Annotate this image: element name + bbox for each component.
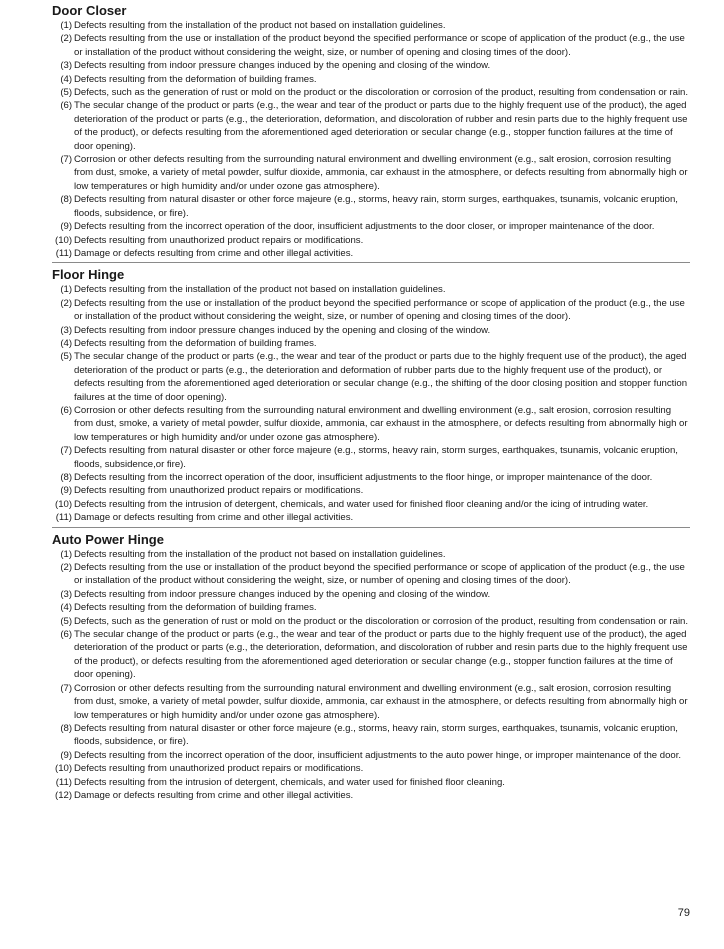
item-number: (7) xyxy=(60,154,72,166)
item-text: Defects resulting from natural disaster or other force majeure (e.g., storms, heavy rain, storm surges, earthquakes, tsunamis, volcanic eruption, floods, subsidence,or fire). xyxy=(74,445,678,470)
list-item xyxy=(52,601,690,614)
item-number: (1) xyxy=(60,20,72,31)
item-text: Defects resulting from the deformation of building frames. xyxy=(74,73,317,85)
list-item xyxy=(52,615,690,628)
list-item xyxy=(52,444,690,471)
list-item xyxy=(52,324,690,337)
item-text: Defects resulting from the incorrect operation of the door, insufficient adjustments to the door closer, or improper maintenance of the door. xyxy=(74,221,655,233)
item-text: Corrosion or other defects resulting from the surrounding natural environment and dwelling environment (e.g., salt erosion, corrosion resulting from dust, smoke, a variety of metal powder, sulfur dioxide, ammonia, car exhaust in the atmosphere, or defects resulting from abnormally high or low temperatures or high humidity and/or under ozone gas atmosphere). xyxy=(74,682,688,721)
item-text: Defects resulting from unauthorized product repairs or modifications. xyxy=(74,763,364,775)
item-number: (4) xyxy=(60,73,72,85)
item-number: (8) xyxy=(60,194,72,206)
section-title: Door Closer xyxy=(52,3,127,18)
list-item xyxy=(52,548,690,561)
item-number: (7) xyxy=(60,445,72,457)
item-number: (8) xyxy=(60,472,72,483)
list-item xyxy=(52,59,690,72)
item-number: (6) xyxy=(60,100,72,112)
list-item xyxy=(52,247,690,260)
item-text: Defects resulting from indoor pressure changes induced by the opening and closing of the window. xyxy=(74,324,491,336)
list-item xyxy=(52,283,690,296)
item-number: (10) xyxy=(55,498,72,510)
sections-container xyxy=(52,0,690,802)
item-number: (3) xyxy=(60,324,72,336)
list-item xyxy=(52,297,690,324)
list-item xyxy=(52,234,690,247)
item-number: (9) xyxy=(60,221,72,233)
item-number: (9) xyxy=(60,749,72,761)
item-text: Defects resulting from natural disaster or other force majeure (e.g., storms, heavy rain, storm surges, earthquakes, tsunamis, volcanic eruption, floods, subsidence, or fire). xyxy=(74,194,678,219)
item-text: Defects resulting from unauthorized product repairs or modifications. xyxy=(74,234,364,246)
item-number: (8) xyxy=(60,722,72,734)
item-number: (7) xyxy=(60,682,72,694)
section-auto-power-hinge xyxy=(52,528,690,803)
item-text: Defects resulting from the installation of the product not based on installation guidelines. xyxy=(74,284,446,296)
item-text: Defects resulting from the use or installation of the product beyond the specified performance or scope of application of the product (e.g., the use or installation of the product without considering the weight, size, or number of opening and closing times of the door). xyxy=(74,562,685,587)
list-item xyxy=(52,484,690,497)
item-number: (3) xyxy=(60,60,72,72)
item-text: Defects resulting from the use or installation of the product beyond the specified performance or scope of application of the product (e.g., the use or installation of the product without considering the weight, size, or number of opening and closing times of the door). xyxy=(74,33,685,58)
defect-list xyxy=(52,19,690,260)
defect-list xyxy=(52,283,690,524)
list-item xyxy=(52,32,690,59)
document-page xyxy=(52,0,690,802)
list-item xyxy=(52,561,690,588)
item-text: Corrosion or other defects resulting from the surrounding natural environment and dwelling environment (e.g., salt erosion, corrosion resulting from dust, smoke, a variety of metal powder, sulfur dioxide, ammonia, car exhaust in the atmosphere, or defects resulting from abnormally high or low temperatures or high humidity and/or under ozone gas atmosphere). xyxy=(74,154,688,192)
list-item xyxy=(52,789,690,802)
item-number: (12) xyxy=(55,789,72,801)
item-text: Defects resulting from unauthorized product repairs or modifications. xyxy=(74,485,364,497)
item-number: (3) xyxy=(60,588,72,600)
list-item xyxy=(52,86,690,99)
item-text: The secular change of the product or parts (e.g., the wear and tear of the product or parts due to the highly frequent use of the product), the aged deterioration of the product or parts (e.g., the deterioration, deformation, and discoloration of rubber and resin parts due to the highly frequent use of the product), or defects resulting from the aforementioned aged deterioration or secular change (e.g., stopper function failures at the time of door opening). xyxy=(74,100,688,152)
item-text: Damage or defects resulting from crime and other illegal activities. xyxy=(74,247,354,259)
list-item xyxy=(52,498,690,511)
item-number: (6) xyxy=(60,404,72,416)
item-number: (10) xyxy=(55,234,72,246)
item-text: The secular change of the product or parts (e.g., the wear and tear of the product or parts due to the highly frequent use of the product), the aged deterioration of the product or parts (e.g., the deterioration, deformation, and discoloration of rubber and resin parts due to the highly frequent use of the product), or defects resulting from the aforementioned aged deterioration or secular change (e.g., stopper function failures at the time of door opening). xyxy=(74,629,688,681)
list-item xyxy=(52,588,690,601)
list-item xyxy=(52,628,690,682)
item-text: Corrosion or other defects resulting from the surrounding natural environment and dwelling environment (e.g., salt erosion, corrosion resulting from dust, smoke, a variety of metal powder, sulfur dioxide, ammonia, car exhaust in the atmosphere, or defects resulting from abnormally high or low temperatures or high humidity and/or under ozone gas atmosphere). xyxy=(74,404,688,443)
list-item xyxy=(52,404,690,444)
item-number: (4) xyxy=(60,602,72,614)
item-number: (2) xyxy=(60,297,72,309)
list-item xyxy=(52,722,690,749)
list-item xyxy=(52,337,690,350)
list-item xyxy=(52,471,690,484)
list-item xyxy=(52,762,690,775)
item-text: Defects resulting from the deformation of building frames. xyxy=(74,337,317,349)
item-number: (5) xyxy=(60,351,72,363)
item-text: Defects resulting from the incorrect operation of the door, insufficient adjustments to the floor hinge, or improper maintenance of the door. xyxy=(74,472,653,483)
item-number: (11) xyxy=(55,512,72,524)
item-text: Defects resulting from indoor pressure changes induced by the opening and closing of the window. xyxy=(74,60,491,72)
list-item xyxy=(52,220,690,233)
list-item xyxy=(52,19,690,32)
item-number: (1) xyxy=(60,284,72,296)
item-number: (1) xyxy=(60,548,72,560)
item-text: Defects resulting from the incorrect operation of the door, insufficient adjustments to the auto power hinge, or improper maintenance of the door. xyxy=(74,749,681,761)
item-number: (5) xyxy=(60,87,72,99)
list-item xyxy=(52,511,690,524)
list-item xyxy=(52,682,690,722)
list-item xyxy=(52,350,690,404)
item-number: (2) xyxy=(60,562,72,574)
item-number: (2) xyxy=(60,33,72,45)
list-item xyxy=(52,99,690,153)
section-title: Auto Power Hinge xyxy=(52,531,164,547)
item-text: Defects resulting from the intrusion of detergent, chemicals, and water used for finished floor cleaning. xyxy=(74,776,505,788)
section-title: Floor Hinge xyxy=(52,267,125,283)
item-number: (9) xyxy=(60,485,72,497)
item-number: (4) xyxy=(60,337,72,349)
list-item xyxy=(52,73,690,86)
item-number: (11) xyxy=(55,247,72,259)
item-text: Defects resulting from the deformation of building frames. xyxy=(74,602,317,614)
page-number: 79 xyxy=(677,907,690,919)
list-item xyxy=(52,749,690,762)
item-text: Defects resulting from indoor pressure changes induced by the opening and closing of the window. xyxy=(74,588,491,600)
item-text: Defects resulting from the installation of the product not based on installation guidelines. xyxy=(74,20,446,31)
item-number: (6) xyxy=(60,629,72,641)
section-door-closer xyxy=(52,0,690,263)
item-text: Damage or defects resulting from crime and other illegal activities. xyxy=(74,789,354,801)
item-text: Defects resulting from the use or installation of the product beyond the specified performance or scope of application of the product (e.g., the use or installation of the product without considering the weight, size, or number of opening and closing times of the door). xyxy=(74,297,685,323)
item-text: Defects resulting from the installation of the product not based on installation guidelines. xyxy=(74,548,446,560)
item-text: Defects resulting from the intrusion of detergent, chemicals, and water used for finished floor cleaning and/or the icing of intruding water. xyxy=(74,498,649,510)
defect-list xyxy=(52,548,690,803)
item-text: Defects, such as the generation of rust or mold on the product or the discoloration or corrosion of the product, resulting from condensation or rain. xyxy=(74,87,689,99)
item-number: (11) xyxy=(55,776,72,788)
list-item xyxy=(52,153,690,193)
item-number: (10) xyxy=(55,763,72,775)
section-floor-hinge xyxy=(52,263,690,527)
item-text: Defects resulting from natural disaster or other force majeure (e.g., storms, heavy rain, storm surges, earthquakes, tsunamis, volcanic eruption, floods, subsidence, or fire). xyxy=(74,722,678,748)
list-item xyxy=(52,776,690,789)
item-text: Defects, such as the generation of rust or mold on the product or the discoloration or corrosion of the product, resulting from condensation or rain. xyxy=(74,615,689,627)
list-item xyxy=(52,193,690,220)
item-text: The secular change of the product or parts (e.g., the wear and tear of the product or parts due to the highly frequent use of the product), the aged deterioration of the product or parts (e.g., the deterioration and deformation of rubber parts due to the highly frequent use of the product), or defects resulting from the aforementioned aged deterioration or secular change (e.g., the shifting of the door closing position and stopper function failures at the time of door opening). xyxy=(74,351,688,403)
item-number: (5) xyxy=(60,615,72,627)
item-text: Damage or defects resulting from crime and other illegal activities. xyxy=(74,512,354,524)
